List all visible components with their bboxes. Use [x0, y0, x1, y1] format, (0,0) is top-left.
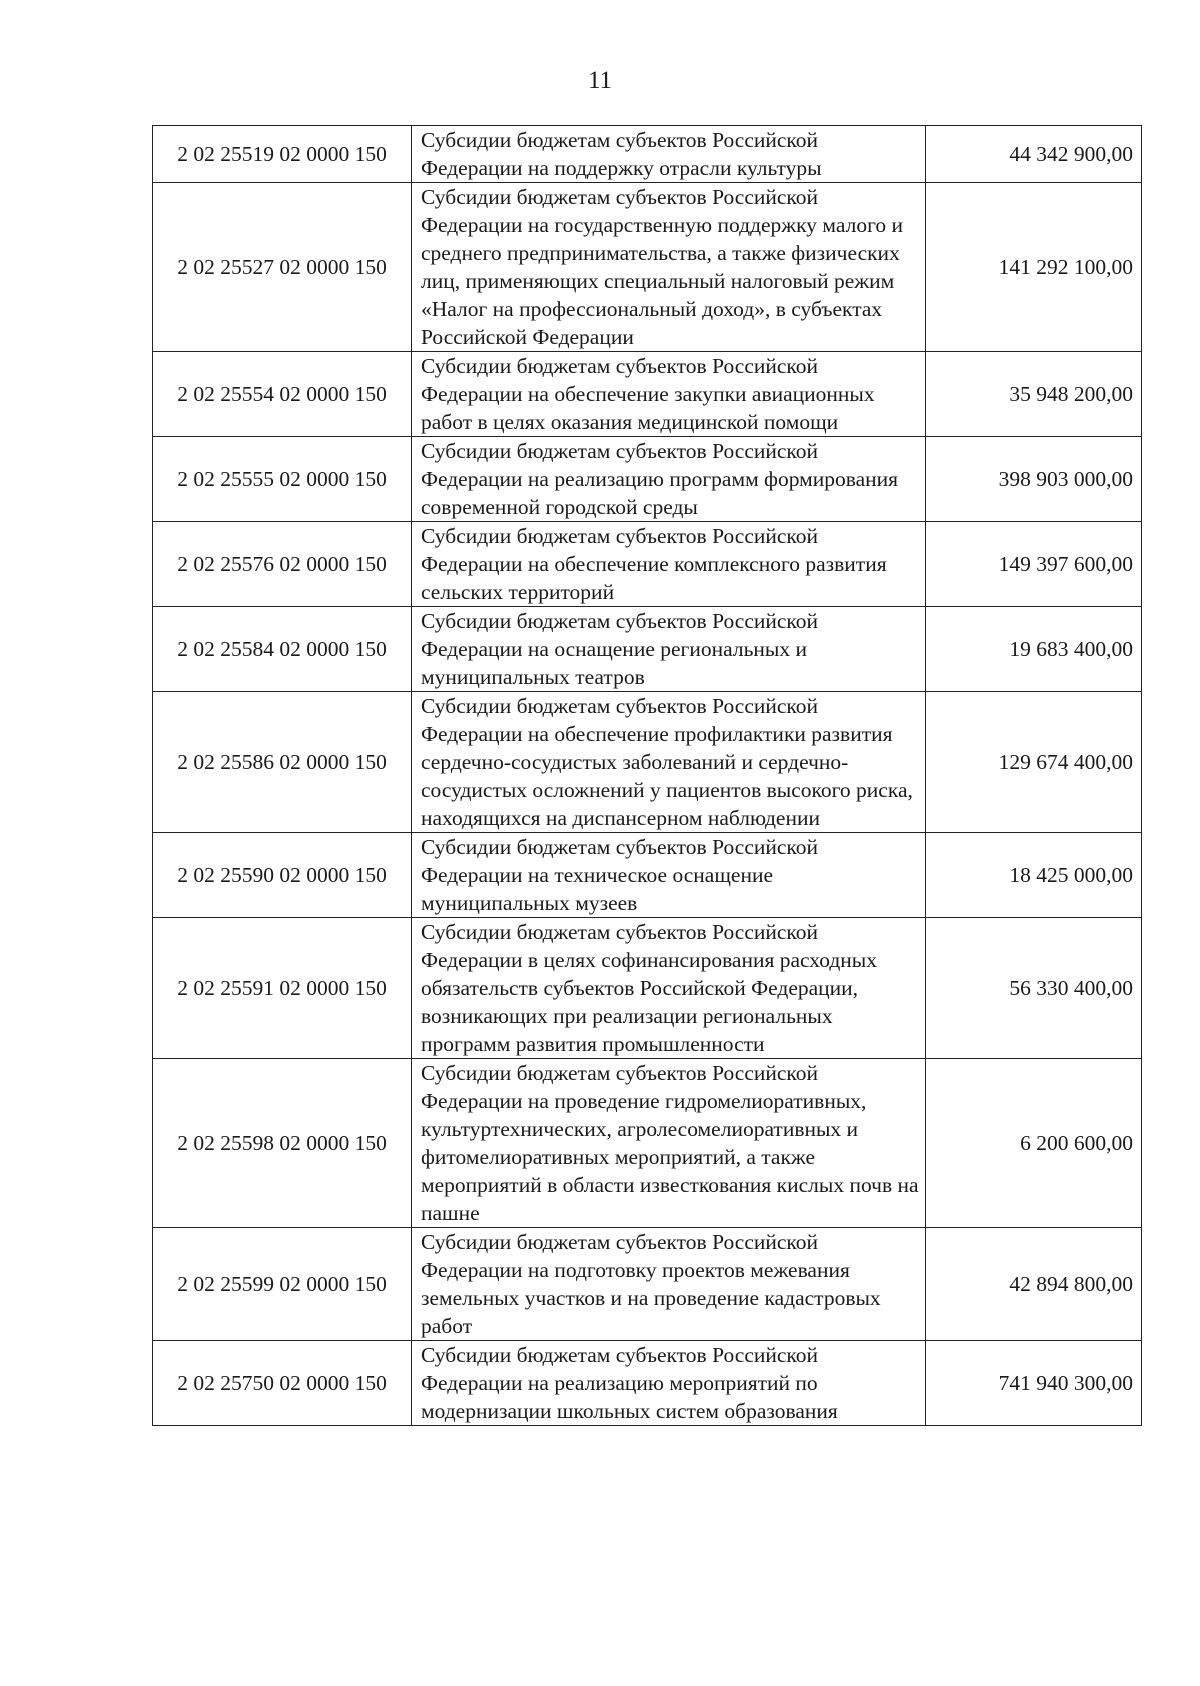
- budget-code-cell: 2 02 25584 02 0000 150: [153, 607, 412, 692]
- budget-code-cell: 2 02 25591 02 0000 150: [153, 918, 412, 1059]
- amount-cell: 398 903 000,00: [926, 437, 1142, 522]
- table-row: [153, 522, 1142, 607]
- table-row: [153, 918, 1142, 1059]
- description-cell: Субсидии бюджетам субъектов Российской Федерации на обеспечение комплексного развития сельских территорий: [412, 522, 926, 607]
- description-cell: Субсидии бюджетам субъектов Российской Федерации на обеспечение профилактики развития сердечно-сосудистых заболеваний и сердечно-сосудистых осложнений у пациентов высокого риска, находящихся на диспансерном наблюдении: [412, 692, 926, 833]
- table-row: [153, 607, 1142, 692]
- table-row: [153, 1341, 1142, 1426]
- description-cell: Субсидии бюджетам субъектов Российской Федерации на государственную поддержку малого и среднего предпринимательства, а также физических лиц, применяющих специальный налоговый режим «Налог на профессиональный доход», в субъектах Российской Федерации: [412, 183, 926, 352]
- amount-cell: 6 200 600,00: [926, 1059, 1142, 1228]
- budget-code-cell: 2 02 25599 02 0000 150: [153, 1228, 412, 1341]
- description-cell: Субсидии бюджетам субъектов Российской Федерации на оснащение региональных и муниципальных театров: [412, 607, 926, 692]
- table-row: [153, 352, 1142, 437]
- budget-code-cell: 2 02 25750 02 0000 150: [153, 1341, 412, 1426]
- budget-table-body: [153, 126, 1142, 1426]
- amount-cell: 741 940 300,00: [926, 1341, 1142, 1426]
- budget-table: [152, 125, 1142, 1426]
- budget-code-cell: 2 02 25590 02 0000 150: [153, 833, 412, 918]
- amount-cell: 19 683 400,00: [926, 607, 1142, 692]
- budget-code-cell: 2 02 25555 02 0000 150: [153, 437, 412, 522]
- table-row: [153, 183, 1142, 352]
- amount-cell: 149 397 600,00: [926, 522, 1142, 607]
- description-cell: Субсидии бюджетам субъектов Российской Федерации на обеспечение закупки авиационных работ в целях оказания медицинской помощи: [412, 352, 926, 437]
- description-cell: Субсидии бюджетам субъектов Российской Федерации на реализацию программ формирования современной городской среды: [412, 437, 926, 522]
- budget-code-cell: 2 02 25598 02 0000 150: [153, 1059, 412, 1228]
- description-cell: Субсидии бюджетам субъектов Российской Федерации на реализацию мероприятий по модернизации школьных систем образования: [412, 1341, 926, 1426]
- amount-cell: 35 948 200,00: [926, 352, 1142, 437]
- description-cell: Субсидии бюджетам субъектов Российской Федерации на поддержку отрасли культуры: [412, 126, 926, 183]
- table-row: [153, 833, 1142, 918]
- amount-cell: 141 292 100,00: [926, 183, 1142, 352]
- table-row: [153, 437, 1142, 522]
- amount-cell: 18 425 000,00: [926, 833, 1142, 918]
- table-row: [153, 1059, 1142, 1228]
- budget-code-cell: 2 02 25554 02 0000 150: [153, 352, 412, 437]
- budget-code-cell: 2 02 25527 02 0000 150: [153, 183, 412, 352]
- description-cell: Субсидии бюджетам субъектов Российской Федерации на подготовку проектов межевания земельных участков и на проведение кадастровых работ: [412, 1228, 926, 1341]
- amount-cell: 56 330 400,00: [926, 918, 1142, 1059]
- table-row: [153, 126, 1142, 183]
- description-cell: Субсидии бюджетам субъектов Российской Федерации в целях софинансирования расходных обязательств субъектов Российской Федерации, возникающих при реализации региональных программ развития промышленности: [412, 918, 926, 1059]
- table-row: [153, 1228, 1142, 1341]
- amount-cell: 129 674 400,00: [926, 692, 1142, 833]
- description-cell: Субсидии бюджетам субъектов Российской Федерации на проведение гидромелиоративных, культуртехнических, агролесомелиоративных и фитомелиоративных мероприятий, а также мероприятий в области известкования кислых почв на пашне: [412, 1059, 926, 1228]
- budget-code-cell: 2 02 25586 02 0000 150: [153, 692, 412, 833]
- budget-code-cell: 2 02 25519 02 0000 150: [153, 126, 412, 183]
- amount-cell: 44 342 900,00: [926, 126, 1142, 183]
- amount-cell: 42 894 800,00: [926, 1228, 1142, 1341]
- page-number: 11: [587, 67, 613, 94]
- budget-code-cell: 2 02 25576 02 0000 150: [153, 522, 412, 607]
- description-cell: Субсидии бюджетам субъектов Российской Федерации на техническое оснащение муниципальных музеев: [412, 833, 926, 918]
- table-row: [153, 692, 1142, 833]
